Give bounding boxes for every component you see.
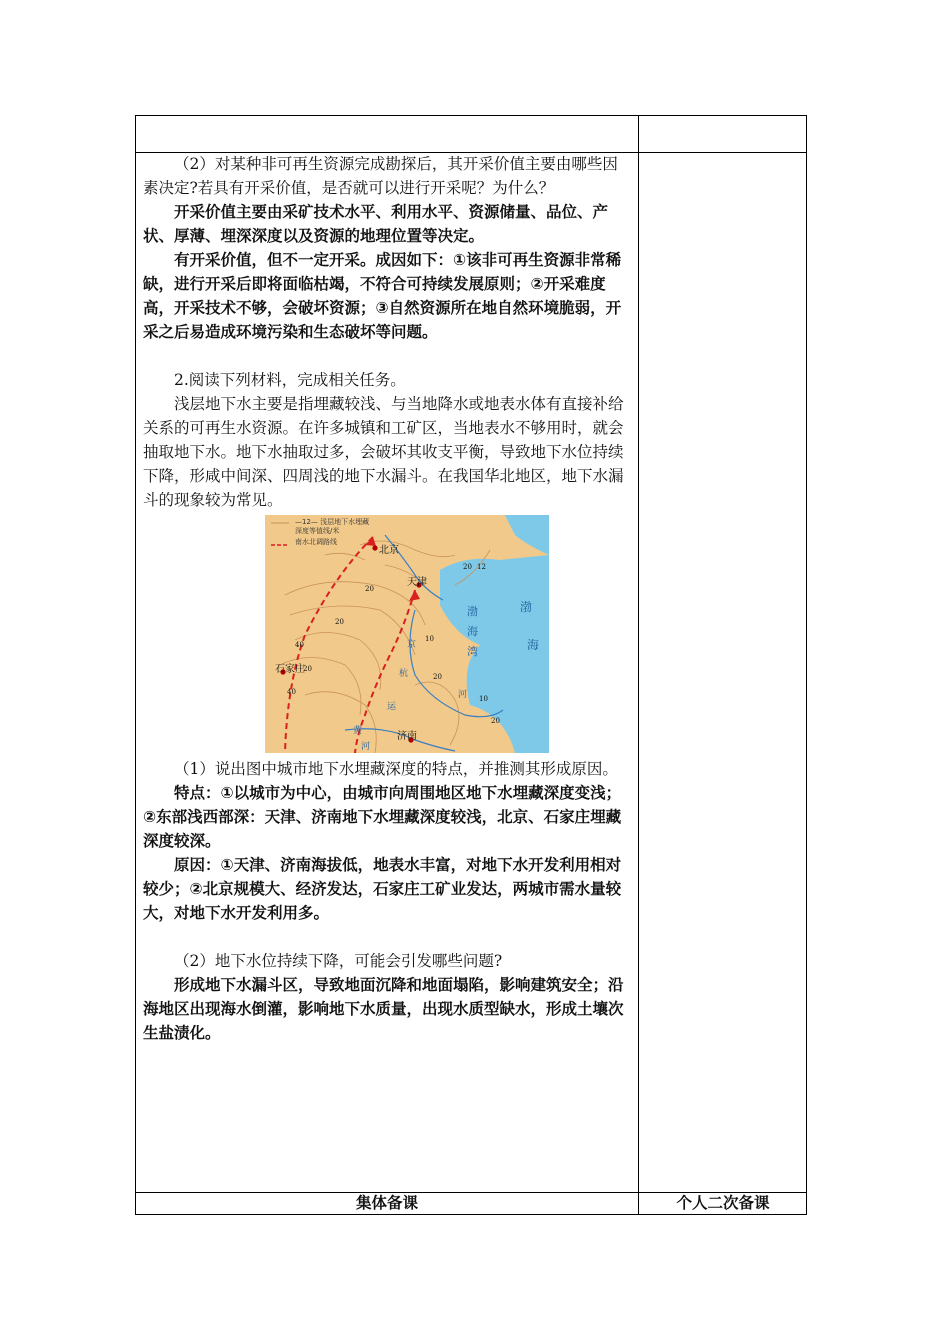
canal-label-1: 京 bbox=[407, 640, 417, 650]
canal-label-3: 运 bbox=[387, 702, 397, 712]
table-top-border bbox=[135, 115, 807, 116]
sea-label-bohai-wan-1: 渤 bbox=[467, 605, 478, 618]
sub2-answer: 形成地下水漏斗区，导致地面沉降和地面塌陷，影响建筑安全；沿海地区出现海水倒灌，影响地下水质量，出现水质型缺水，形成土壤次生盐渍化。 bbox=[143, 976, 624, 1042]
legend-contour-unit: 深度等值线/米 bbox=[295, 527, 340, 535]
city-label-shijiazhuang: 石家庄 bbox=[275, 664, 305, 675]
sea-label-bohai-wan-3: 湾 bbox=[467, 645, 478, 658]
task2-material: 浅层地下水主要是指埋藏较浅、与当地降水或地表水体有直接补给关系的可再生水资源。在许多城镇和工矿区，当地表水不够用时，就会抽取地下水。地下水抽取过多，会破坏其收支平衡，导致地下水位持续下降，形咸中间深、四周浅的地下水漏斗。在我国华北地区，地下水漏斗的现象较为常见。 bbox=[143, 395, 624, 509]
contour-label: 20 bbox=[463, 563, 472, 571]
table-column-divider bbox=[638, 115, 639, 1215]
map-legend bbox=[275, 518, 369, 547]
table-left-border bbox=[135, 115, 136, 1215]
sea-label-bohai-2: 海 bbox=[527, 638, 540, 652]
contour-label: 10 bbox=[479, 695, 488, 703]
contour-label: 20 bbox=[433, 673, 442, 681]
city-label-beijing: 北京 bbox=[379, 545, 399, 556]
footer-collective-prep: 集体备课 bbox=[355, 1194, 418, 1212]
sea-label-bohai-1: 渤 bbox=[520, 600, 533, 614]
table-bottom-border bbox=[135, 1214, 807, 1215]
contour-label: 10 bbox=[425, 635, 434, 643]
contour-label: 40 bbox=[287, 688, 296, 696]
sea-label-bohai-wan-2: 海 bbox=[467, 625, 478, 638]
city-label-jinan: 济南 bbox=[397, 731, 417, 742]
q2-answer-reasons: 有开采价值，但不一定开采。成因如下：①该非可再生资源非常稀缺，进行开采后即将面临枯竭，不符合可持续发展原则；②开采难度高，开采技术不够，会破坏资源；③自然资源所在地自然环境脆弱，开采之后易造成环境污染和生态破坏等问题。 bbox=[143, 251, 622, 341]
canal-label-2: 杭 bbox=[399, 669, 409, 679]
contour-label: 20 bbox=[491, 717, 500, 725]
contour-label: 20 bbox=[335, 618, 344, 626]
contour-label: 12 bbox=[477, 563, 486, 571]
footer-personal-prep: 个人二次备课 bbox=[676, 1194, 770, 1212]
river-label-1: 黄 bbox=[353, 726, 363, 736]
legend-route-label: 南水北调路线 bbox=[295, 538, 337, 546]
contour-label: 40 bbox=[295, 641, 304, 649]
legend-contour-label: —12— 浅层地下水埋藏 bbox=[295, 518, 370, 526]
contour-label: 20 bbox=[303, 665, 312, 673]
sub1-question: （1）说出图中城市地下水埋藏深度的特点，并推测其形成原因。 bbox=[174, 760, 618, 778]
city-label-tianjin: 天津 bbox=[407, 577, 427, 588]
table-right-border bbox=[806, 115, 807, 1215]
canal-label-4: 河 bbox=[458, 690, 468, 700]
q2-question: （2）对某种非可再生资源完成勘探后，其开采价值主要由哪些因素决定?若具有开采价值，是否就可以进行开采呢？为什么？ bbox=[143, 155, 618, 197]
river-label-2: 河 bbox=[361, 742, 371, 752]
city-marker-icon bbox=[372, 545, 377, 550]
main-content-cell bbox=[143, 152, 631, 1045]
task2-heading: 2.阅读下列材料，完成相关任务。 bbox=[174, 371, 406, 389]
q2-answer-factors: 开采价值主要由采矿技术水平、利用水平、资源储量、品位、产状、厚薄、埋深深度以及资源的地理位置等决定。 bbox=[143, 203, 609, 245]
groundwater-map bbox=[265, 515, 549, 753]
sub1-answer-features: 特点：①以城市为中心，由城市向周围地区地下水埋藏深度变浅；②东部浅西部深：天津、济南地下水埋藏深度较浅，北京、石家庄埋藏深度较深。 bbox=[143, 784, 622, 850]
sub2-question: （2）地下水位持续下降，可能会引发哪些问题? bbox=[174, 952, 503, 970]
contour-label: 20 bbox=[365, 585, 374, 593]
sub1-answer-reasons: 原因：①天津、济南海拔低，地表水丰富，对地下水开发利用相对较少；②北京规模大、经济发达，石家庄工矿业发达，两城市需水量较大，对地下水开发利用多。 bbox=[143, 856, 622, 922]
